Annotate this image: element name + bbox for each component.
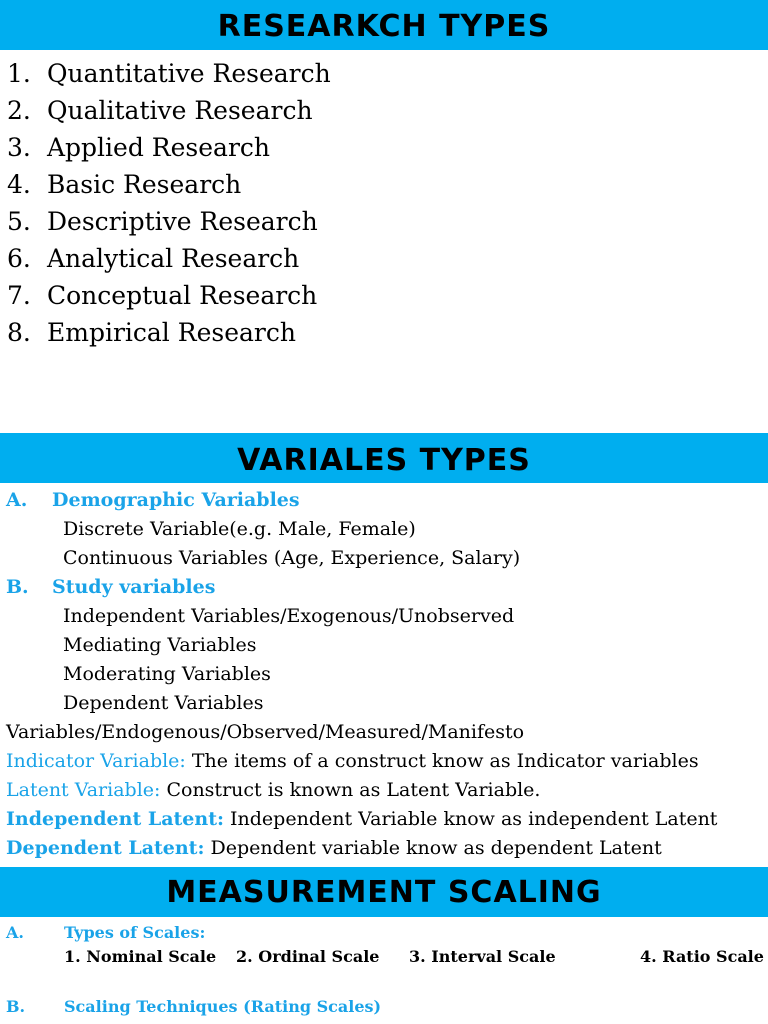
heading-letter: B. <box>6 576 29 598</box>
research-types-header: RESEARKCH TYPES <box>0 0 768 50</box>
list-item <box>7 55 331 92</box>
list-item <box>7 314 331 351</box>
definition-indicator <box>6 747 766 776</box>
list-item: Mediating Variables <box>63 634 257 656</box>
list-item <box>7 277 331 314</box>
scale-item: 3. Interval Scale <box>409 947 556 966</box>
list-item <box>7 166 331 203</box>
item-number: 3. <box>7 133 31 162</box>
scaling-section <box>6 921 766 1019</box>
list-item <box>7 240 331 277</box>
heading-text: Demographic Variables <box>52 489 300 511</box>
wrapped-line: Variables/Endogenous/Observed/Measured/Manifesto <box>6 721 525 743</box>
heading-text: Types of Scales: <box>64 923 206 942</box>
spacer <box>6 969 766 995</box>
list-item <box>7 92 331 129</box>
item-label: Analytical Research <box>47 244 300 273</box>
variables-section <box>6 486 766 863</box>
research-types-list <box>7 55 331 351</box>
list-item: Independent Variables/Exogenous/Unobserved <box>63 605 515 627</box>
scale-item: 2. Ordinal Scale <box>236 947 380 966</box>
heading-letter: A. <box>6 923 24 942</box>
definition-text: Construct is known as Latent Variable. <box>166 779 541 801</box>
scale-item: 1. Nominal Scale <box>64 947 217 966</box>
definition-term: Latent Variable <box>6 779 155 801</box>
item-label: Descriptive Research <box>47 207 318 236</box>
item-number: 7. <box>7 281 31 310</box>
item-label: Conceptual Research <box>47 281 318 310</box>
heading-letter: B. <box>6 997 26 1016</box>
item-number: 2. <box>7 96 31 125</box>
item-number: 5. <box>7 207 31 236</box>
definition-latent <box>6 776 766 805</box>
scaling-techniques-heading <box>6 995 766 1019</box>
heading-letter: A. <box>6 489 28 511</box>
item-number: 1. <box>7 59 31 88</box>
definition-sep: : <box>179 750 192 772</box>
definition-dependent-latent <box>6 834 766 863</box>
heading-text: Study variables <box>52 576 216 598</box>
study-variables-heading <box>6 573 766 602</box>
item-number: 6. <box>7 244 31 273</box>
list-item: Dependent Variables <box>63 692 264 714</box>
item-number: 4. <box>7 170 31 199</box>
item-label: Quantitative Research <box>47 59 331 88</box>
definition-text: Independent Variable know as independent Latent <box>230 808 718 830</box>
definition-text: The items of a construct know as Indicator variables <box>191 750 699 772</box>
heading-text: Scaling Techniques (Rating Scales) <box>64 997 382 1016</box>
list-item: Moderating Variables <box>63 663 271 685</box>
scales-row <box>6 945 766 969</box>
definition-sep: : <box>154 779 167 801</box>
measurement-scaling-header: MEASUREMENT SCALING <box>0 867 768 917</box>
item-label: Applied Research <box>47 133 270 162</box>
demographic-heading <box>6 486 766 515</box>
item-number: 8. <box>7 318 31 347</box>
item-label: Qualitative Research <box>47 96 313 125</box>
definition-independent-latent <box>6 805 766 834</box>
definition-text: Dependent variable know as dependent Latent <box>210 837 662 859</box>
list-item: Discrete Variable(e.g. Male, Female) <box>63 518 416 540</box>
list-item <box>7 129 331 166</box>
scale-item: 4. Ratio Scale <box>640 947 764 966</box>
types-of-scales-heading <box>6 921 766 945</box>
item-label: Basic Research <box>47 170 242 199</box>
definition-term: Indicator Variable <box>6 750 180 772</box>
definition-term: Independent Latent: <box>6 808 224 830</box>
definition-term: Dependent Latent: <box>6 837 205 859</box>
list-item: Continuous Variables (Age, Experience, Salary) <box>63 547 521 569</box>
item-label: Empirical Research <box>47 318 296 347</box>
variables-types-header: VARIALES TYPES <box>0 433 768 483</box>
list-item <box>7 203 331 240</box>
